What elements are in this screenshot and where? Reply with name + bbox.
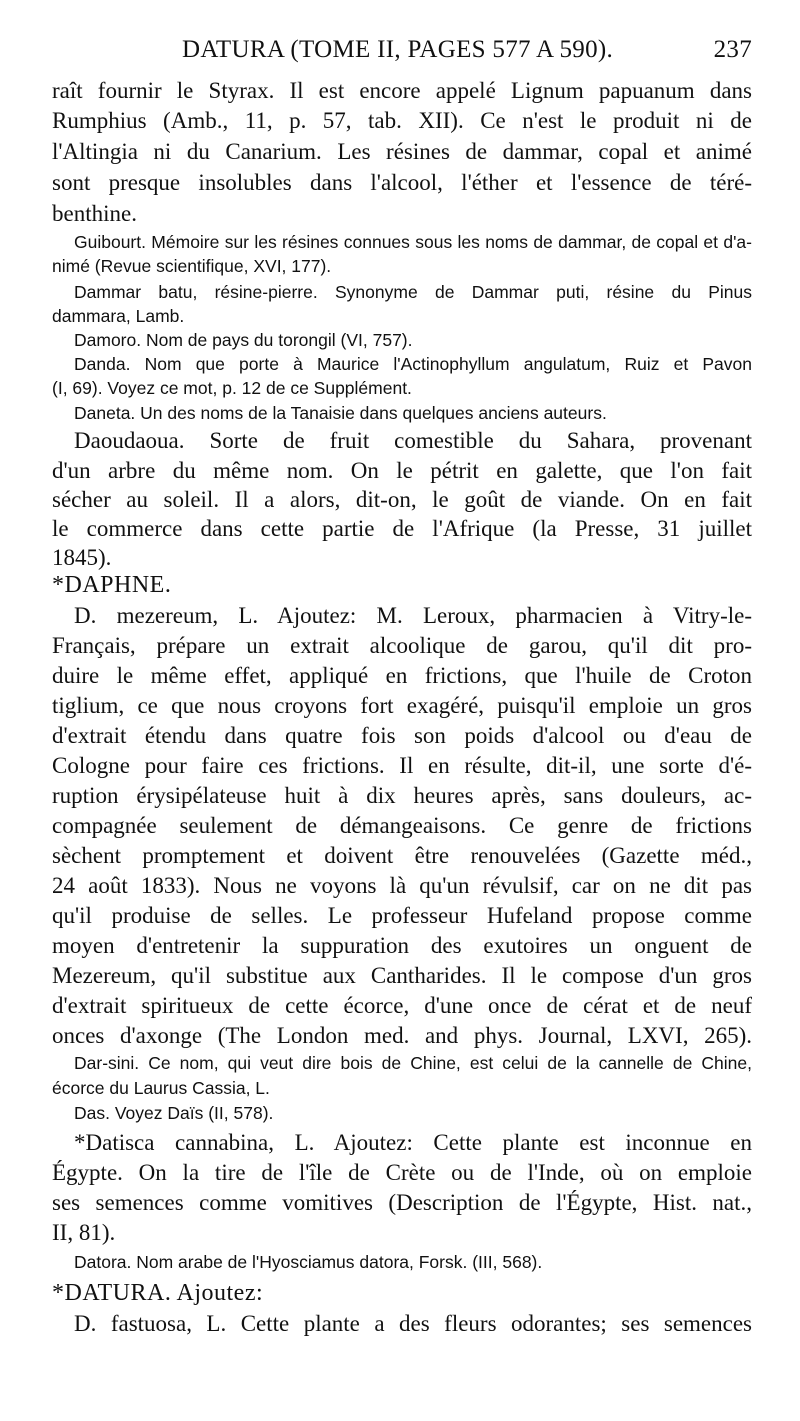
- text-line: Mezereum, qu'il substitue aux Cantharides. Il le compose d'un gros: [52, 963, 752, 988]
- text-line: Rumphius (Amb., 11, p. 57, tab. XII). Ce n'est le produit ni de: [52, 108, 752, 133]
- heading-daphne: *DAPHNE.: [52, 572, 172, 598]
- entry-danda: Danda. Nom que porte à Maurice l'Actinophyllum angulatum, Ruiz et Pavon: [74, 354, 752, 374]
- text-line: sèchent promptement et doivent être renouvelées (Gazette méd.,: [52, 843, 752, 868]
- entry-datisca-cannabina: *Datisca cannabina, L. Ajoutez: Cette plante est inconnue en: [74, 1130, 752, 1155]
- text-line: d'extrait étendu dans quatre fois son poids d'alcool ou d'eau de: [52, 723, 752, 748]
- reference-line: Guibourt. Mémoire sur les résines connues sous les noms de dammar, de copal et d'a-: [74, 232, 752, 252]
- heading-datura: *DATURA. Ajoutez:: [52, 1280, 264, 1306]
- text-line: 1845).: [52, 545, 112, 570]
- entry-das: Das. Voyez Daïs (II, 578).: [74, 1103, 274, 1123]
- text-line: tiglium, ce que nous croyons fort exagéré, puisqu'il emploie un gros: [52, 693, 752, 718]
- text-line: moyen d'entretenir la suppuration des exutoires un onguent de: [52, 933, 752, 958]
- running-title: DATURA (TOME II, PAGES 577 A 590).: [182, 36, 614, 63]
- entry-d-fastuosa: D. fastuosa, L. Cette plante a des fleurs odorantes; ses semences: [74, 1311, 752, 1336]
- text-line: onces d'axonge (The London med. and phys. Journal, LXVI, 265).: [52, 1023, 752, 1048]
- text-line: raît fournir le Styrax. Il est encore appelé Lignum papuanum dans: [52, 78, 752, 103]
- reference-line: nimé (Revue scientifique, XVI, 177).: [52, 256, 332, 276]
- entry-damoro: Damoro. Nom de pays du torongil (VI, 757).: [74, 330, 413, 350]
- text-line: ses semences comme vomitives (Description de l'Égypte, Hist. nat.,: [52, 1190, 752, 1215]
- text-line: Cologne pour faire ces frictions. Il en résulte, dit-il, une sorte d'é-: [52, 753, 752, 778]
- text-line: benthine.: [52, 201, 137, 226]
- text-line: sécher au soleil. Il a alors, dit-on, le goût de viande. On en fait: [52, 487, 752, 512]
- text-line: l'Altingia ni du Canarium. Les résines de dammar, copal et animé: [52, 139, 752, 164]
- text-line: d'un arbre du même nom. On le pétrit en galette, que l'on fait: [52, 458, 752, 483]
- entry-dar-sini: Dar-sini. Ce nom, qui veut dire bois de Chine, est celui de la cannelle de Chine,: [74, 1053, 752, 1073]
- text-line: (I, 69). Voyez ce mot, p. 12 de ce Supplément.: [52, 378, 412, 398]
- text-line: dammara, Lamb.: [52, 306, 185, 326]
- text-line: II, 81).: [52, 1220, 116, 1245]
- page-number: 237: [713, 36, 752, 63]
- text-line: duire le même effet, appliqué en frictions, que l'huile de Croton: [52, 663, 752, 688]
- text-line: Égypte. On la tire de l'île de Crète ou de l'Inde, où on emploie: [52, 1160, 752, 1185]
- entry-d-mezereum: D. mezereum, L. Ajoutez: M. Leroux, pharmacien à Vitry-le-: [74, 603, 752, 628]
- entry-dammar-batu: Dammar batu, résine-pierre. Synonyme de Dammar puti, résine du Pinus: [74, 282, 752, 302]
- text-line: ruption érysipélateuse huit à dix heures après, sans douleurs, ac-: [52, 783, 752, 808]
- text-line: le commerce dans cette partie de l'Afrique (la Presse, 31 juillet: [52, 516, 752, 541]
- text-line: Français, prépare un extrait alcoolique de garou, qu'il dit pro-: [52, 633, 752, 658]
- text-line: écorce du Laurus Cassia, L.: [52, 1078, 270, 1098]
- entry-daneta: Daneta. Un des noms de la Tanaisie dans quelques anciens auteurs.: [74, 403, 607, 423]
- entry-daoudaoua: Daoudaoua. Sorte de fruit comestible du Sahara, provenant: [74, 428, 752, 453]
- entry-datora: Datora. Nom arabe de l'Hyosciamus datora, Forsk. (III, 568).: [74, 1252, 543, 1272]
- running-header: [52, 36, 752, 76]
- text-line: d'extrait spiritueux de cette écorce, d'une once de cérat et de neuf: [52, 993, 752, 1018]
- text-line: compagnée seulement de démangeaisons. Ce genre de frictions: [52, 813, 752, 838]
- text-line: 24 août 1833). Nous ne voyons là qu'un révulsif, car on ne dit pas: [52, 873, 752, 898]
- text-line: sont presque insolubles dans l'alcool, l'éther et l'essence de téré-: [52, 170, 752, 195]
- text-line: qu'il produise de selles. Le professeur Hufeland propose comme: [52, 903, 752, 928]
